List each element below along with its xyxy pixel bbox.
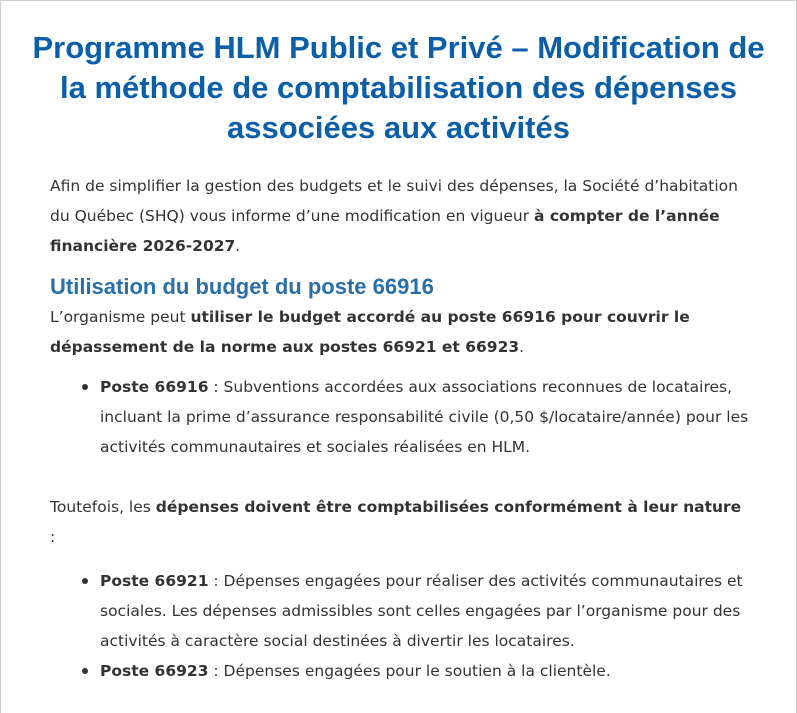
section-end: .	[519, 338, 525, 356]
intro-paragraph	[50, 171, 750, 261]
list-item	[50, 372, 750, 462]
bullet-icon	[82, 578, 88, 584]
however-text: Toutefois, les	[50, 498, 156, 516]
poste-list-2	[50, 566, 750, 686]
list-item-label: Poste 66923	[100, 662, 209, 680]
list-item-label: Poste 66916	[100, 378, 209, 396]
intro-bold: à compter de l’année financière 2026-2027	[50, 207, 720, 255]
poste-list-1	[50, 372, 750, 462]
bullet-icon	[82, 668, 88, 674]
list-item-text: : Dépenses engagées pour le soutien à la clientèle.	[208, 662, 611, 680]
however-end: :	[50, 528, 56, 546]
section-bold: utiliser le budget accordé au poste 66916 pour couvrir le dépassement de la norme aux postes 66921 et 66923	[50, 308, 690, 356]
however-paragraph	[50, 492, 750, 552]
list-item	[50, 656, 750, 686]
list-item	[50, 566, 750, 656]
intro-text: Afin de simplifier la gestion des budgets et le suivi des dépenses, la Société d’habitation du Québec (SHQ) vous informe d’une modification en vigueur	[50, 177, 738, 225]
list-item-text: : Dépenses engagées pour réaliser des activités communautaires et sociales. Les dépenses admissibles sont celles engagées par l’organisme pour des activités à caractère social destinées à divertir les locataires.	[100, 572, 743, 650]
bullet-icon	[82, 384, 88, 390]
list-item-text: : Subventions accordées aux associations reconnues de locataires, incluant la prime d’assurance responsabilité civile (0,50 $/locataire/année) pour les activités communautaires et sociales réalisées en HLM.	[100, 378, 749, 456]
page-title: Programme HLM Public et Privé – Modification de la méthode de comptabilisation des dépenses associées aux activités	[32, 30, 765, 145]
section-heading: Utilisation du budget du poste 66916	[50, 274, 434, 299]
intro-end: .	[235, 237, 241, 255]
however-bold: dépenses doivent être comptabilisées conformément à leur nature	[155, 498, 742, 516]
section-paragraph	[50, 302, 750, 362]
list-item-label: Poste 66921	[100, 572, 209, 590]
section-text: L’organisme peut	[50, 308, 191, 326]
